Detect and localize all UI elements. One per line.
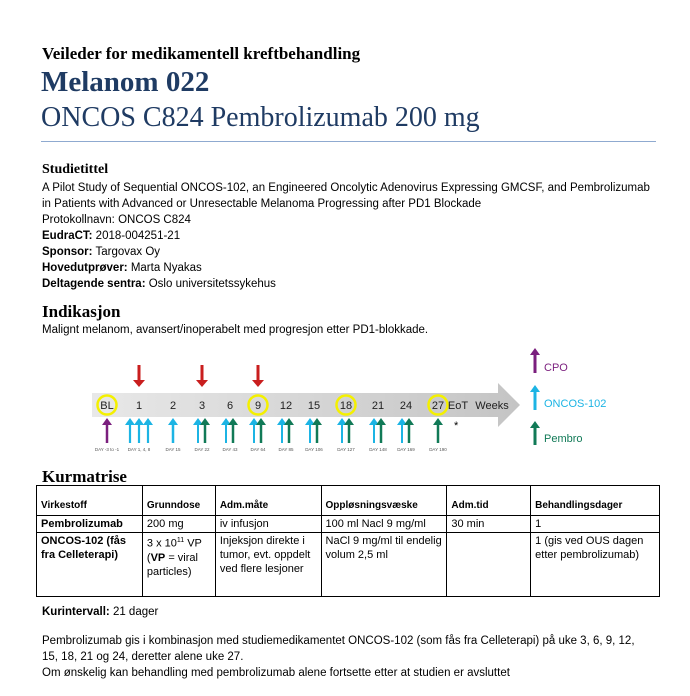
pembro-arrow <box>376 418 386 443</box>
oncos-arrow <box>249 418 259 443</box>
sponsor <box>42 245 160 259</box>
sponsor-label: Sponsor: <box>42 246 93 258</box>
dose-base: 3 x 10 <box>146 537 177 550</box>
oncos-arrow <box>168 418 178 443</box>
pembro-arrow <box>344 418 354 443</box>
eudract-value: 2018-004251-21 <box>92 230 181 242</box>
guide-subtitle: Veileder for medikamentell kreftbehandling <box>42 44 361 63</box>
cell-route: iv infusjon <box>215 516 321 533</box>
cpo-arrow <box>102 418 112 443</box>
cell-drug: ONCOS-102 (fås fra Celleterapi) <box>37 533 143 597</box>
study-heading: Studietittel <box>42 162 109 177</box>
biopsy-arrow <box>196 365 208 387</box>
cell-drug: Pembrolizumab <box>37 516 143 533</box>
day-label: DAY 64 <box>250 447 266 452</box>
pembro-arrow <box>200 418 210 443</box>
oncos-arrow <box>193 418 203 443</box>
dose-unit: VP <box>184 537 202 550</box>
timeline-legend <box>530 348 606 445</box>
week-label: 9 <box>254 400 262 412</box>
day-label: DAY 190 <box>429 447 447 452</box>
legend-cpo-label: CPO <box>544 362 568 374</box>
day-label: DAY 148 <box>369 447 387 452</box>
legend-oncos-label: ONCOS-102 <box>544 398 607 410</box>
indication-heading: Indikasjon <box>42 302 121 321</box>
oncos-arrow <box>221 418 231 443</box>
kurmatrise-heading: Kurmatrise <box>42 467 127 486</box>
day-label: DAY -3 to -1 <box>94 447 120 452</box>
cell-time: 30 min <box>447 516 531 533</box>
principal-investigator <box>42 261 202 275</box>
oncos-arrow <box>277 418 287 443</box>
week-label: 6 <box>226 400 234 412</box>
table-row <box>37 533 660 597</box>
cycle-interval <box>42 605 158 619</box>
week-label: 2 <box>169 400 177 412</box>
timeline-biopsy-markers <box>133 365 264 387</box>
day-label: DAY 15 <box>165 447 181 452</box>
table-row <box>37 516 660 533</box>
oncos-arrow <box>134 418 144 443</box>
dose-exponent: 11 <box>176 537 185 544</box>
week-label: 24 <box>399 400 413 412</box>
day-label: DAY 1, 4, 8 <box>127 447 151 452</box>
kurmatrise-table <box>36 485 660 597</box>
timeline-dose-arrows <box>102 418 443 443</box>
week-label: 3 <box>198 400 206 412</box>
cell-days: 1 (gis ved OUS dagen etter pembrolizumab) <box>531 533 660 597</box>
day-label: DAY 127 <box>337 447 355 452</box>
col-header-days: Behandlingsdager <box>531 486 660 516</box>
interval-label: Kurintervall: <box>42 606 110 618</box>
biopsy-arrow <box>252 365 264 387</box>
timeline-asterisk: * <box>454 420 459 432</box>
indication-text: Malignt melanom, avansert/inoperabelt med progresjon etter PD1-blokkade. <box>42 324 429 336</box>
cell-time <box>447 533 531 597</box>
col-header-time: Adm.tid <box>447 486 531 516</box>
legend-cpo-arrow <box>530 348 540 373</box>
page-title: Melanom 022 <box>41 66 210 98</box>
col-header-drug: Virkestoff <box>37 486 143 516</box>
dose-note-abbrev: VP <box>150 551 166 564</box>
week-label: 15 <box>307 400 321 412</box>
participating-centers <box>42 277 276 291</box>
centers-value: Oslo universitetssykehus <box>145 278 276 290</box>
day-label: DAY 43 <box>222 447 238 452</box>
centers-label: Deltagende sentra: <box>42 278 146 290</box>
biopsy-arrow <box>133 365 145 387</box>
oncos-arrow <box>305 418 315 443</box>
col-header-route: Adm.måte <box>215 486 321 516</box>
day-label: DAY 85 <box>278 447 294 452</box>
cell-route: Injeksjon direkte i tumor, evt. oppdelt ved flere lesjoner <box>215 533 321 597</box>
pembro-arrow <box>228 418 238 443</box>
pembro-arrow <box>256 418 266 443</box>
week-label: EoT <box>447 400 469 412</box>
eudract <box>42 229 180 243</box>
pembro-arrow <box>284 418 294 443</box>
oncos-arrow <box>337 418 347 443</box>
cell-solvent: 100 ml Nacl 9 mg/ml <box>321 516 447 533</box>
interval-value: 21 dager <box>109 606 159 618</box>
eudract-label: EudraCT: <box>42 230 93 242</box>
legend-oncos-arrow <box>530 385 540 410</box>
cell-dose: 3 x $10^{11}$ VP (VP = viral particles) <box>142 533 215 597</box>
note-line1: Pembrolizumab gis i kombinasjon med studiemedikamentet ONCOS-102 (som fås fra Celleterapi) på uke 3, 6, 9, 12, <box>42 635 635 647</box>
protocol-name: Protokollnavn: ONCOS C824 <box>42 214 191 226</box>
title-divider <box>41 141 656 142</box>
note-line3: Om ønskelig kan behandling med pembrolizumab alene fortsette etter at studien er avsluttet <box>42 667 510 679</box>
oncos-arrow <box>369 418 379 443</box>
legend-pembro-label: Pembro <box>544 433 583 445</box>
col-header-solvent: Oppløsningsvæske <box>321 486 447 516</box>
cell-solvent: NaCl 9 mg/ml til endelig volum 2,5 ml <box>321 533 447 597</box>
week-label: 21 <box>371 400 385 412</box>
pembro-arrow <box>404 418 414 443</box>
pi-value: Marta Nyakas <box>127 262 202 274</box>
cell-dose: 200 mg <box>142 516 215 533</box>
week-label: 1 <box>135 400 143 412</box>
sponsor-value: Targovax Oy <box>92 246 161 258</box>
legend-pembro-arrow <box>530 421 540 445</box>
week-label: 27 <box>431 400 445 412</box>
week-label: 12 <box>279 400 293 412</box>
day-label: DAY 106 <box>305 447 323 452</box>
day-label: DAY 22 <box>194 447 210 452</box>
study-title-line1: A Pilot Study of Sequential ONCOS-102, an Engineered Oncolytic Adenovirus Expressing GMCSF, and Pembrolizumab <box>42 182 650 194</box>
pi-label: Hovedutprøver: <box>42 262 128 274</box>
oncos-arrow <box>143 418 153 443</box>
cell-days: 1 <box>531 516 660 533</box>
table-header-row <box>37 486 660 516</box>
oncos-arrow <box>125 418 135 443</box>
col-header-dose: Grunndose <box>142 486 215 516</box>
day-label: DAY 169 <box>397 447 415 452</box>
treatment-timeline <box>86 345 626 460</box>
pembro-arrow <box>433 418 443 443</box>
dose-note: = viral particles) <box>146 551 198 578</box>
week-label: BL <box>100 400 114 412</box>
oncos-arrow <box>397 418 407 443</box>
protocol-title: ONCOS C824 Pembrolizumab 200 mg <box>41 102 480 133</box>
timeline-day-labels <box>95 447 447 452</box>
pembro-arrow <box>312 418 322 443</box>
week-label: 18 <box>339 400 353 412</box>
note-line2: 15, 18, 21 og 24, deretter alene uke 27. <box>42 651 244 663</box>
study-title-line2: in Patients with Advanced or Unresectable Melanoma Progressing after PD1 Blockade <box>42 198 482 210</box>
week-label: Weeks <box>475 400 509 412</box>
